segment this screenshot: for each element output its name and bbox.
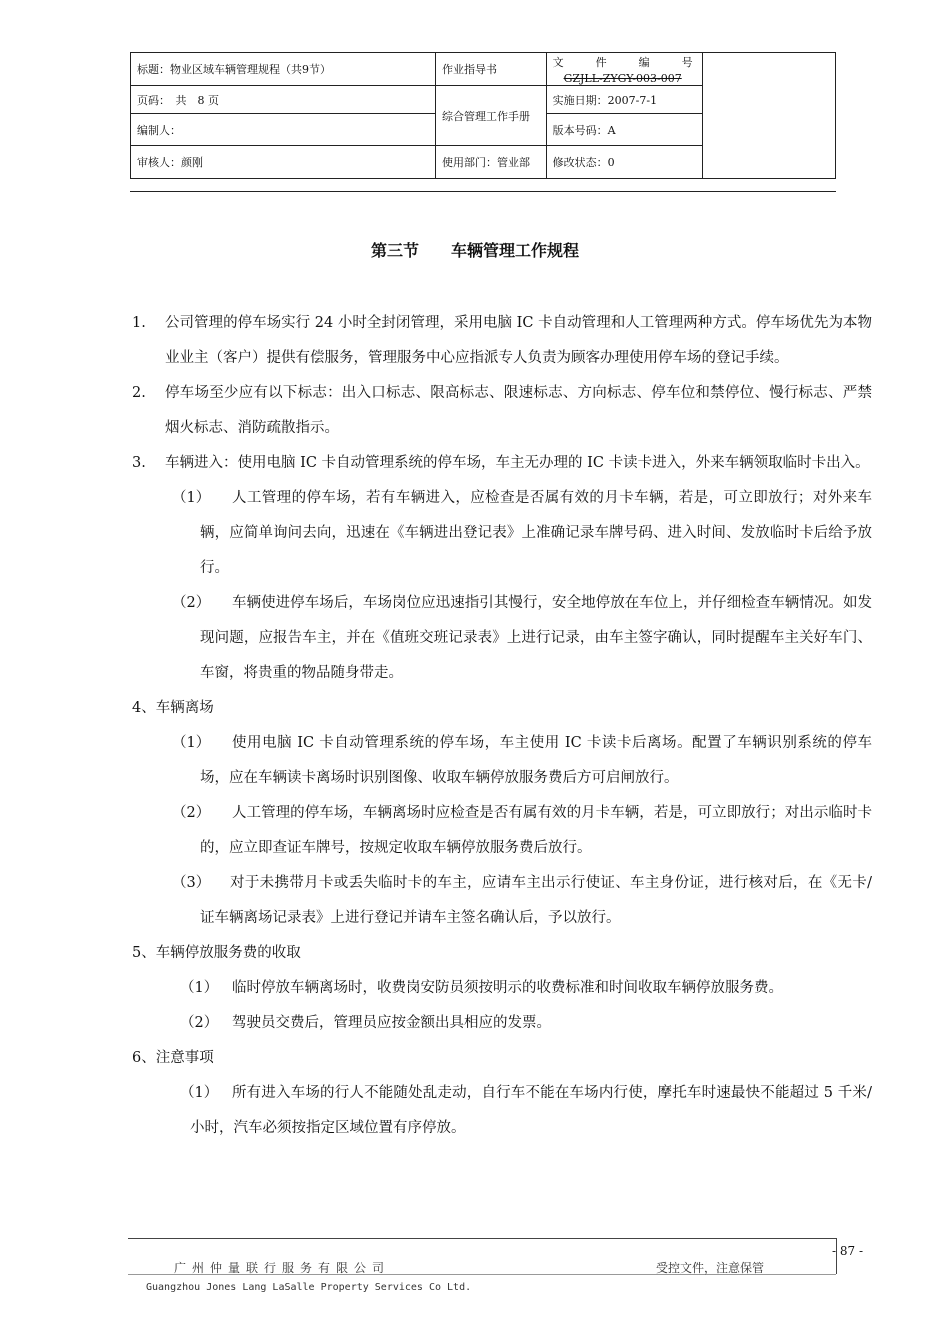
section-heading: 4、车辆离场 (132, 700, 214, 716)
header-version: 版本号码：A (546, 114, 703, 146)
header-doc-type: 作业指导书 (435, 53, 546, 86)
subparagraph-number: （1） (180, 1085, 219, 1101)
paragraph-number: 1. (132, 315, 146, 331)
subparagraph-text: 所有进入车场的行人不能随处乱走动，自行车不能在车场内行使，摩托车时速最快不能超过 5 千米/小时，汽车必须按指定区域位置有序停放。 (190, 1085, 872, 1136)
section-heading: 5、车辆停放服务费的收取 (132, 945, 301, 961)
document-body (0, 306, 950, 1146)
subparagraph-text: 车辆使进停车场后，车场岗位应迅速指引其慢行，安全地停放在车位上，并仔细检查车辆情况。如发现问题，应报告车主，并在《值班交班记录表》上进行记录，由车主签字确认，同时提醒车主关好车门、车窗，将贵重的物品随身带走。 (200, 595, 872, 681)
subparagraph-number: （1） (180, 980, 219, 996)
paragraph-number: 2. (132, 385, 146, 401)
logo-cell (703, 53, 836, 179)
footer-divider (128, 1238, 836, 1239)
doc-number-value: GZJLL-ZYGY-003-007 (563, 71, 682, 85)
document-header-table (130, 52, 836, 179)
subparagraph-4-2 (0, 796, 950, 866)
header-reviewer: 审核人：颜刚 (131, 146, 436, 179)
subparagraph-3-2 (0, 586, 950, 691)
doc-number-label: 文 件 编 号 (552, 55, 693, 69)
heading-4 (0, 691, 950, 726)
paragraph-text: 车辆进入：使用电脑 IC 卡自动管理系统的停车场，车主无办理的 IC 卡读卡进入，外来车辆领取临时卡出入。 (165, 455, 870, 471)
subparagraph-4-3 (0, 866, 950, 936)
subparagraph-text: 人工管理的停车场，若有车辆进入，应检查是否属有效的月卡车辆，若是，可立即放行；对外来车辆，应简单询问去向，迅速在《车辆进出登记表》上准确记录车牌号码、进入时间、发放临时卡后给予放行。 (200, 490, 872, 576)
subparagraph-3-1 (0, 481, 950, 586)
header-revision: 修改状态：0 (546, 146, 703, 179)
subparagraph-text: 使用电脑 IC 卡自动管理系统的停车场，车主使用 IC 卡读卡后离场。配置了车辆识别系统的停车场，应在车辆读卡离场时识别图像、收取车辆停放服务费后方可启闸放行。 (200, 735, 872, 786)
paragraph-number: 3. (132, 455, 146, 471)
company-name-cn: 广州仲量联行服务有限公司 (174, 1261, 391, 1275)
subparagraph-text: 驾驶员交费后，管理员应按金额出具相应的发票。 (232, 1015, 551, 1031)
subparagraph-5-1 (0, 971, 950, 1006)
section-title (0, 238, 950, 261)
paragraph-text: 公司管理的停车场实行 24 小时全封闭管理，采用电脑 IC 卡自动管理和人工管理两种方式。停车场优先为本物业业主（客户）提供有偿服务，管理服务中心应指派专人负责为顾客办理使用停车场的登记手续。 (165, 315, 872, 366)
paragraph-3 (0, 446, 950, 481)
subparagraph-number: （3） (172, 875, 211, 891)
header-divider (130, 191, 836, 192)
paragraph-2 (0, 376, 950, 446)
subparagraph-4-1 (0, 726, 950, 796)
subparagraph-text: 临时停放车辆离场时，收费岗安防员须按明示的收费标准和时间收取车辆停放服务费。 (232, 980, 783, 996)
header-manual: 综合管理工作手册 (435, 86, 546, 146)
section-heading: 6、注意事项 (132, 1050, 214, 1066)
subparagraph-number: （2） (172, 805, 211, 821)
header-doc-number (546, 53, 703, 86)
header-compiler: 编制人： (131, 114, 436, 146)
subparagraph-5-2 (0, 1006, 950, 1041)
subparagraph-text: 对于未携带月卡或丢失临时卡的车主，应请车主出示行使证、车主身份证，进行核对后，在《无卡/证车辆离场记录表》上进行登记并请车主签名确认后，予以放行。 (200, 875, 872, 926)
paragraph-text: 停车场至少应有以下标志：出入口标志、限高标志、限速标志、方向标志、停车位和禁停位、慢行标志、严禁烟火标志、消防疏散指示。 (165, 385, 872, 436)
subparagraph-number: （1） (172, 490, 211, 506)
subparagraph-number: （2） (180, 1015, 219, 1031)
header-pages: 页码： 共 8 页 (131, 86, 436, 114)
heading-5 (0, 936, 950, 971)
paragraph-1 (0, 306, 950, 376)
controlled-document-note: 受控文件，注意保管 (656, 1261, 765, 1275)
company-name-en: Guangzhou Jones Lang LaSalle Property Services Co Ltd. (146, 1282, 472, 1293)
header-department: 使用部门：管业部 (435, 146, 546, 179)
section-title-text: 车辆管理工作规程 (451, 241, 580, 260)
heading-6 (0, 1041, 950, 1076)
subparagraph-text: 人工管理的停车场，车辆离场时应检查是否有属有效的月卡车辆，若是，可立即放行；对出示临时卡的，应立即查证车牌号，按规定收取车辆停放服务费后放行。 (200, 805, 872, 856)
section-title-number: 第三节 (370, 241, 419, 260)
subparagraph-6-1 (0, 1076, 950, 1146)
subparagraph-number: （1） (172, 735, 211, 751)
subparagraph-number: （2） (172, 595, 211, 611)
header-effective-date: 实施日期：2007-7-1 (546, 86, 703, 114)
header-title: 标题：物业区域车辆管理规程（共9节） (131, 53, 436, 86)
page-number: - 87 - (832, 1244, 864, 1258)
